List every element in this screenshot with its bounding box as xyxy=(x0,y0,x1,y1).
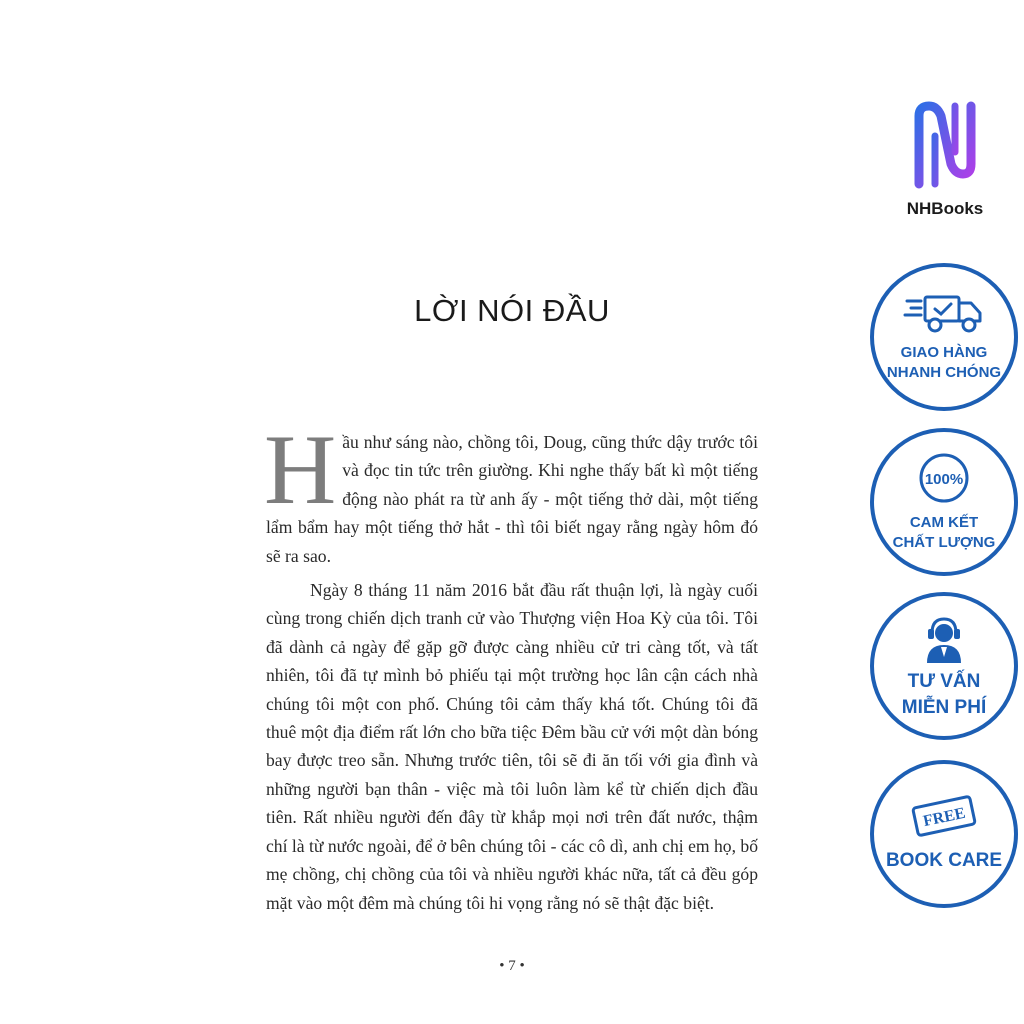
free-stamp-icon xyxy=(909,794,979,838)
body-text xyxy=(264,414,758,917)
hundred-percent-text: 100% xyxy=(924,471,964,488)
badge-quality xyxy=(870,428,1018,576)
badge-line-2: CHẤT LƯỢNG xyxy=(892,534,996,551)
badge-line-1: GIAO HÀNG xyxy=(900,344,988,361)
paragraph-2: Ngày 8 tháng 11 năm 2016 bắt đầu rất thuận lợi, là ngày cuối cùng trong chiến dịch tranh cử vào Thượng viện Hoa Kỳ của tôi. Tôi đã dành cả ngày để gặp gỡ được càng nhiều cử tri càng tốt, và tất nhiên, tôi đã tự mình bỏ phiếu tại một trường học lân cận cách nhà chúng tôi một con phố. Chúng tôi cảm thấy khá tốt. Chúng tôi đã thuê một địa điểm rất lớn cho bữa tiệc Đêm bầu cử với một dàn bóng bay được treo sẵn. Nhưng trước tiên, tôi sẽ đi ăn tối với gia đình và những người bạn thân - việc mà tôi luôn làm kể từ chiến dịch đầu tiên. Rất nhiều người đến đây từ khắp mọi nơi trên đất nước, thậm chí là từ nước ngoài, để ở bên chúng tôi - các cô dì, anh chị em họ, bố mẹ chồng, chị chồng của tôi và nhiều người khác nữa, tất cả đều góp mặt vào một đêm mà chúng tôi hi vọng rằng nó sẽ thật đặc biệt. xyxy=(266,580,758,913)
badge-fast-delivery xyxy=(870,263,1018,411)
dropcap-letter: H xyxy=(264,414,337,525)
badge-line-1: CAM KẾT xyxy=(909,514,979,531)
badge-line-2: NHANH CHÓNG xyxy=(886,364,1002,381)
page-title: LỜI NÓI ĐẦU xyxy=(414,293,610,328)
badge-line-2: MIỄN PHÍ xyxy=(901,697,987,718)
page-number: • 7 • xyxy=(499,958,525,974)
support-agent-icon xyxy=(917,611,971,665)
delivery-truck-icon xyxy=(903,291,985,337)
badge-book-care xyxy=(870,760,1018,908)
badge-line-1: TƯ VẤN xyxy=(907,671,981,692)
badge-line-1: BOOK CARE xyxy=(885,850,1003,871)
brand-logo xyxy=(890,96,1000,219)
hundred-percent-icon xyxy=(917,451,971,505)
free-stamp-text: FREE xyxy=(921,804,967,831)
brand-name: NHBooks xyxy=(906,199,984,218)
paragraph-1 xyxy=(264,414,758,570)
paragraph-1-text: ầu như sáng nào, chồng tôi, Doug, cũng thức dậy trước tôi và đọc tin tức trên giường. Khi nghe thấy bất kì một tiếng động nào phát ra từ anh ấy - một tiếng thở dài, một tiếng lẩm bẩm hay một tiếng thở hắt - thì tôi biết ngay rằng ngày hôm đó sẽ ra sao. xyxy=(266,432,758,566)
badge-free-consult xyxy=(870,592,1018,740)
nh-logo-icon xyxy=(905,96,985,192)
